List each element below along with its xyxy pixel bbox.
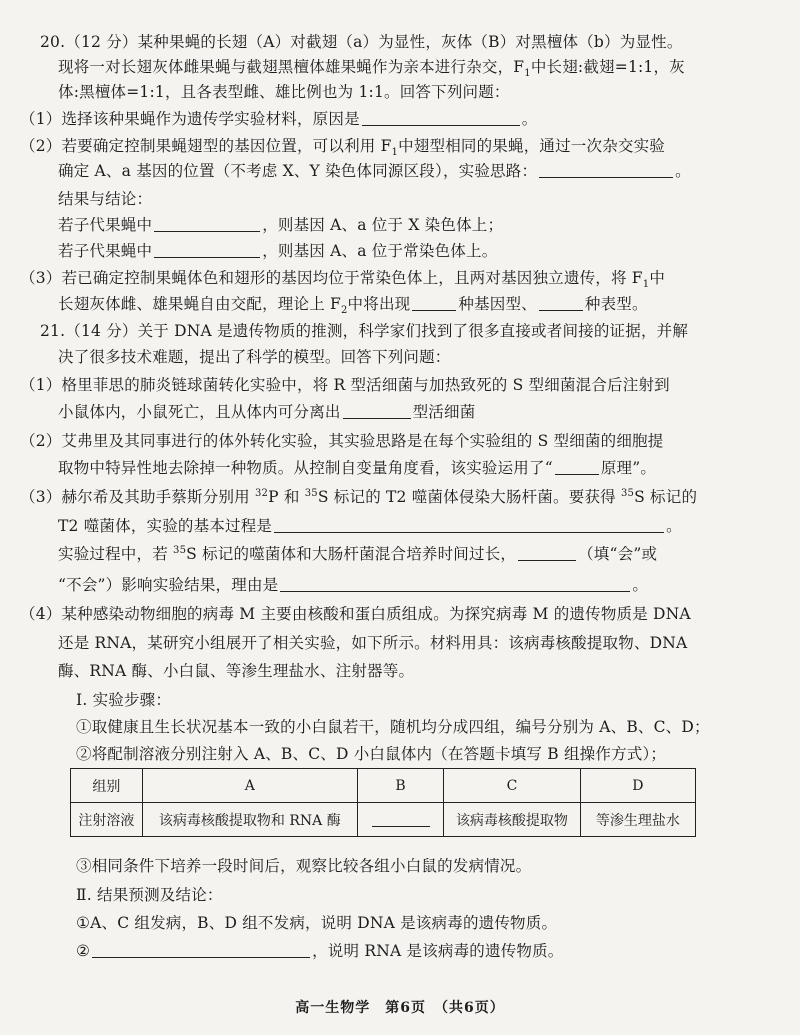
q20-line3: 体:黑檀体=1:1，且各表型雌、雄比例也为 1:1。回答下列问题： <box>58 83 510 101</box>
table-cell: A <box>142 769 357 803</box>
q20-line1: 20.（12 分）某种果蝇的长翅（A）对截翅（a）为显性，灰体（B）对黑檀体（b）为显性。 <box>40 33 683 51</box>
step-1: ①取健康且生长状况基本一致的小白鼠若干，随机均分成四组，编号分别为 A、B、C、D； <box>76 718 710 736</box>
table-cell-blank[interactable] <box>357 803 443 837</box>
answer-blank[interactable] <box>280 575 630 592</box>
q20-line2: 现将一对长翅灰体雌果蝇与截翅黑檀体雄果蝇作为亲本进行杂交，$F_1$中长翅:截翅=1:1，灰 <box>58 58 685 80</box>
q21-part2-line1: （2）艾弗里及其同事进行的体外转化实验，其实验思路是在每个实验组的 S 型细菌的细胞提 <box>20 432 664 450</box>
q21-part4-line3: 酶、RNA 酶、小白鼠、等渗生理盐水、注射器等。 <box>58 662 415 680</box>
steps-heading: Ⅰ. 实验步骤： <box>76 691 172 709</box>
answer-blank[interactable] <box>154 241 260 258</box>
answer-blank[interactable] <box>92 941 310 958</box>
table-cell: 该病毒核酸提取物 <box>444 803 580 837</box>
q20-part2-line1: （2）若要确定控制果蝇翅型的基因位置，可以利用 $F_1$中翅型相同的果蝇，通过一次杂交实验 <box>20 137 666 159</box>
answer-blank[interactable] <box>539 294 583 311</box>
q20-part1: （1）选择该种果蝇作为遗传学实验材料，原因是 。 <box>20 110 538 128</box>
step-3: ③相同条件下培养一段时间后，观察比较各组小白鼠的发病情况。 <box>76 857 532 875</box>
q20-part2-line4: 若子代果蝇中 ，则基因 A、a 位于 X 染色体上； <box>58 216 504 234</box>
results-heading: Ⅱ. 结果预测及结论： <box>76 886 223 904</box>
experiment-table <box>70 768 696 837</box>
q21-part3-line1: （3）赫尔希及其助手蔡斯分别用 $^{32}$P 和 $^{35}$S 标记的 T2 噬菌体侵染大肠杆菌。要获得 $^{35}$S 标记的 <box>20 487 698 506</box>
q21-part1-line1: （1）格里菲思的肺炎链球菌转化实验中，将 R 型活细菌与加热致死的 S 型细菌混合后注射到 <box>20 376 670 394</box>
table-cell: 注射溶液 <box>71 803 143 837</box>
q21-part3-line4: “不会”）影响实验结果，理由是 。 <box>58 576 649 594</box>
q20-part2-line3: 结果与结论： <box>58 190 153 208</box>
page-footer: 高一生物学 第6页 （共6页） <box>295 1000 505 1016</box>
q21-part4-line2: 还是 RNA，某研究小组展开了相关实验，如下所示。材料用具：该病毒核酸提取物、DNA <box>58 634 688 652</box>
table-cell: 组别 <box>71 769 143 803</box>
table-cell: C <box>444 769 580 803</box>
answer-blank[interactable] <box>518 544 576 561</box>
q21-line1: 21.（14 分）关于 DNA 是遗传物质的推测，科学家们找到了很多直接或者间接的证据，并解 <box>40 322 689 340</box>
q20-part3-line1: （3）若已确定控制果蝇体色和翅形的基因均位于常染色体上，且两对基因独立遗传，将 $F_1$中 <box>20 269 666 291</box>
table-cell: D <box>580 769 695 803</box>
result-2: ② ，说明 RNA 是该病毒的遗传物质。 <box>76 942 564 960</box>
table-cell: B <box>357 769 443 803</box>
answer-blank[interactable] <box>154 215 260 232</box>
q21-part2-line2: 取物中特异性地去除掉一种物质。从控制自变量角度看，该实验运用了“ 原理”。 <box>58 459 657 477</box>
q21-part4-line1: （4）某种感染动物细胞的病毒 M 主要由核酸和蛋白质组成。为探究病毒 M 的遗传物质是 DNA <box>20 605 691 623</box>
q21-part3-line2: T2 噬菌体，实验的基本过程是 。 <box>58 517 682 535</box>
step-2: ②将配制溶液分别注射入 A、B、C、D 小白鼠体内（在答题卡填写 B 组操作方式）； <box>76 745 667 763</box>
answer-blank[interactable] <box>362 109 520 126</box>
table-header-row <box>71 769 696 803</box>
answer-blank[interactable] <box>274 516 664 533</box>
table-cell: 该病毒核酸提取物和 RNA 酶 <box>142 803 357 837</box>
result-1: ①A、C 组发病，B、D 组不发病，说明 DNA 是该病毒的遗传物质。 <box>76 914 558 932</box>
q21-line2: 决了很多技术难题，提出了科学的模型。回答下列问题： <box>58 348 451 366</box>
q20-part2-line5: 若子代果蝇中 ，则基因 A、a 位于常染色体上。 <box>58 242 498 260</box>
table-cell: 等渗生理盐水 <box>580 803 695 837</box>
answer-blank[interactable] <box>539 161 673 178</box>
table-row <box>71 803 696 837</box>
answer-blank[interactable] <box>555 458 599 475</box>
q20-part2-line2: 确定 A、a 基因的位置（不考虑 X、Y 染色体同源区段），实验思路： 。 <box>58 162 691 180</box>
q21-part3-line3: 实验过程中，若 $^{35}$S 标记的噬菌体和大肠杆菌混合培养时间过长， （填“会”或 <box>58 544 658 563</box>
q21-part1-line2: 小鼠体内，小鼠死亡，且从体内可分离出 型活细菌 <box>58 403 476 421</box>
answer-blank[interactable] <box>343 402 411 419</box>
q20-part3-line2: 长翅灰体雌、雄果蝇自由交配，理论上 $F_2$中将出现 种基因型、 种表型。 <box>58 295 648 317</box>
answer-blank[interactable] <box>412 294 456 311</box>
answer-blank[interactable] <box>372 810 430 827</box>
